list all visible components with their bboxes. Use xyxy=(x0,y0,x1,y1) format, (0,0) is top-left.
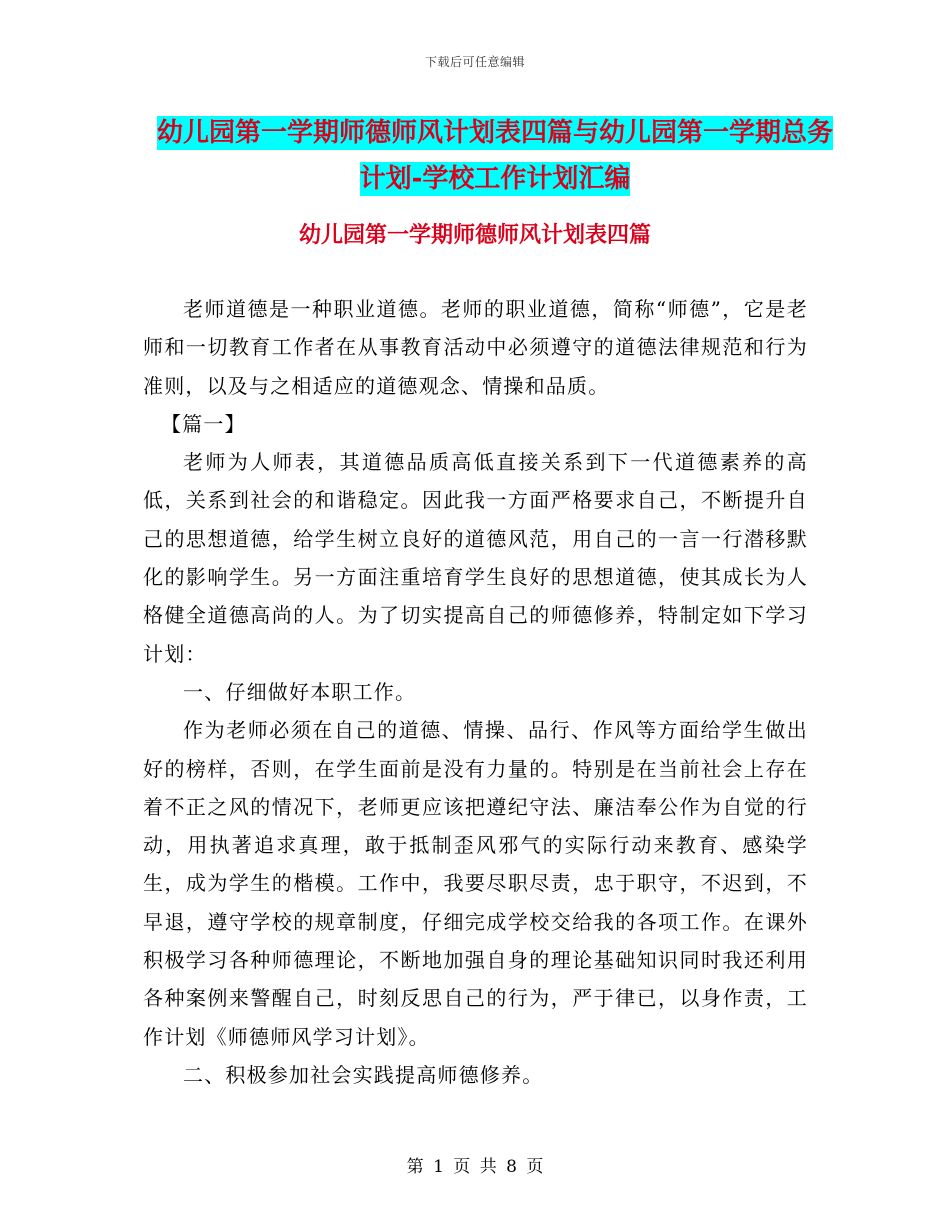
paragraph-1: 老师为人师表，其道德品质高低直接关系到下一代道德素养的高低，关系到社会的和谐稳定。因此我一方面严格要求自己，不断提升自己的思想道德，给学生树立良好的道德风范，用自己的一言一行潜移默化的影响学生。另一方面注重培育学生良好的思想道德，使其成长为人格健全道德高尚的人。为了切实提高自己的师德修养，特制定如下学习计划： xyxy=(143,450,808,666)
title-highlight: 幼儿园第一学期师德师风计划表四篇与幼儿园第一学期总务计划-学校工作计划汇编 xyxy=(156,118,833,194)
body-text xyxy=(143,290,808,1094)
document-title xyxy=(150,110,840,202)
page-footer: 第 1 页 共 8 页 xyxy=(406,1157,544,1177)
header-note: 下载后可任意编辑 xyxy=(424,55,525,69)
paragraph-heading-2: 二、积极参加社会实践提高师德修养。 xyxy=(183,1062,544,1087)
paragraph-heading-1: 一、仔细做好本职工作。 xyxy=(183,679,417,704)
paragraph-intro: 老师道德是一种职业道德。老师的职业道德，简称“师德”，它是老师和一切教育工作者在从事教育活动中必须遵守的道德法律规范和行为准则，以及与之相适应的道德观念、情操和品质。 xyxy=(143,297,808,398)
paragraph-2: 作为老师必须在自己的道德、情操、品行、作风等方面给学生做出好的榜样，否则，在学生面前是没有力量的。特别是在当前社会上存在着不正之风的情况下，老师更应该把遵纪守法、廉洁奉公作为自觉的行动，用执著追求真理，敢于抵制歪风邪气的实际行动来教育、感染学生，成为学生的楷模。工作中，我要尽职尽责，忠于职守，不迟到，不早退，遵守学校的规章制度，仔细完成学校交给我的各项工作。在课外积极学习各种师德理论，不断地加强自身的理论基础知识同时我还利用各种案例来警醒自己，时刻反思自己的行为，严于律已，以身作责，工作计划《师德师风学习计划》。 xyxy=(143,718,808,1049)
paragraph-section-label: 【篇一】 xyxy=(161,411,246,436)
section-title: 幼儿园第一学期师德师风计划表四篇 xyxy=(298,223,651,248)
